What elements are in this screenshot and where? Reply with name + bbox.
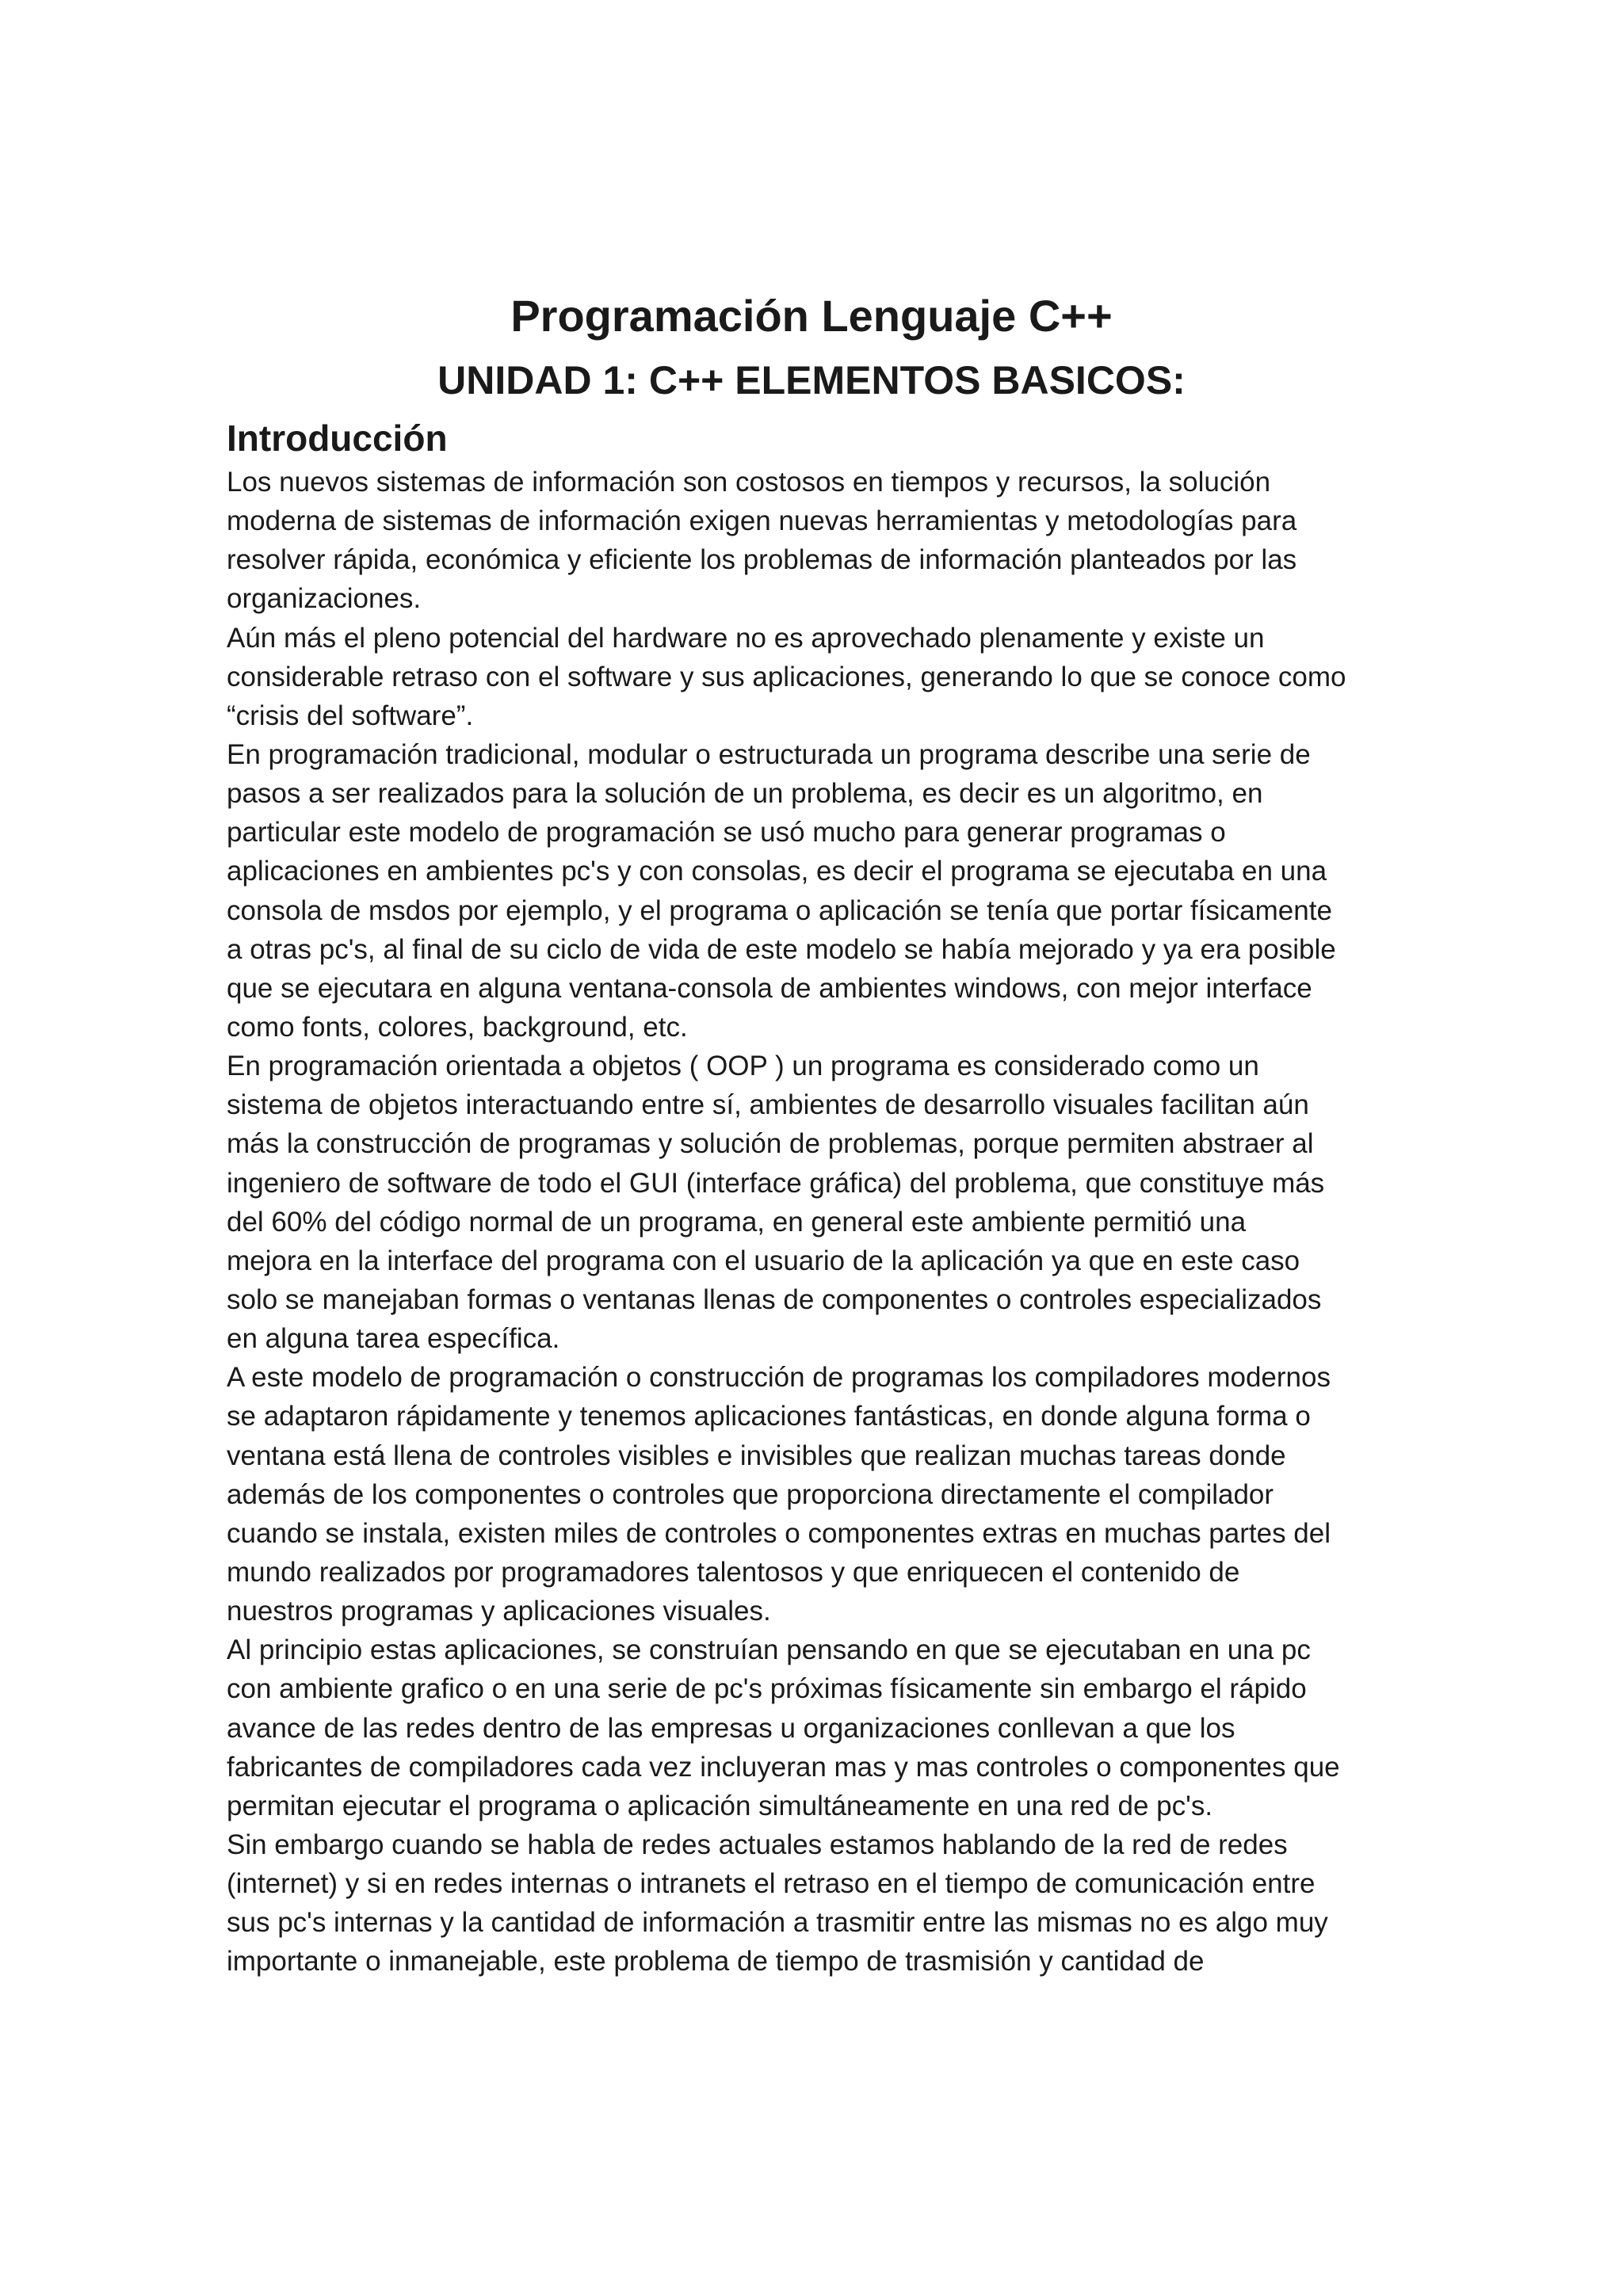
body-text <box>227 463 1415 1981</box>
body-line: aplicaciones en ambientes pc's y con consolas, es decir el programa se ejecutaba en una <box>227 856 1327 887</box>
body-line: en alguna tarea específica. <box>227 1323 560 1355</box>
body-line: del 60% del código normal de un programa, en general este ambiente permitió una <box>227 1206 1247 1238</box>
body-line: con ambiente grafico o en una serie de pc's próximas físicamente sin embargo el rápido <box>227 1673 1307 1705</box>
body-line: ventana está llena de controles visibles e invisibles que realizan muchas tareas donde <box>227 1440 1286 1471</box>
body-line: que se ejecutara en alguna ventana-consola de ambientes windows, con mejor interface <box>227 972 1312 1004</box>
document-title: Programación Lenguaje C++ <box>510 291 1113 341</box>
body-line: ingeniero de software de todo el GUI (interface gráfica) del problema, que constituye más <box>227 1167 1325 1199</box>
body-line: nuestros programas y aplicaciones visuales. <box>227 1596 771 1627</box>
body-line: particular este modelo de programación se usó mucho para generar programas o <box>227 817 1226 849</box>
section-heading-introduccion: Introducción <box>227 418 448 459</box>
body-line: Los nuevos sistemas de información son costosos en tiempos y recursos, la solución <box>227 467 1271 498</box>
body-line: avance de las redes dentro de las empresas u organizaciones conllevan a que los <box>227 1712 1235 1744</box>
body-line: mejora en la interface del programa con el usuario de la aplicación ya que en este caso <box>227 1245 1300 1276</box>
body-line: (internet) y si en redes internas o intranets el retraso en el tiempo de comunicación entre <box>227 1868 1316 1900</box>
body-line: “crisis del software”. <box>227 700 474 731</box>
body-line: consola de msdos por ejemplo, y el programa o aplicación se tenía que portar físicamente <box>227 894 1332 926</box>
unit-subtitle: UNIDAD 1: C++ ELEMENTOS BASICOS: <box>437 358 1186 402</box>
body-line: a otras pc's, al final de su ciclo de vida de este modelo se había mejorado y ya era posible <box>227 933 1336 965</box>
body-line: permitan ejecutar el programa o aplicación simultáneamente en una red de pc's. <box>227 1790 1213 1821</box>
body-line: fabricantes de compiladores cada vez incluyeran mas y mas controles o componentes que <box>227 1751 1340 1783</box>
body-line: En programación orientada a objetos ( OOP ) un programa es considerado como un <box>227 1051 1259 1082</box>
body-line: organizaciones. <box>227 583 422 615</box>
body-line: Al principio estas aplicaciones, se construían pensando en que se ejecutaban en una pc <box>227 1634 1311 1666</box>
body-line: mundo realizados por programadores talentosos y que enriquecen el contenido de <box>227 1556 1240 1588</box>
body-line: A este modelo de programación o construcción de programas los compiladores modernos <box>227 1362 1331 1394</box>
body-line: se adaptaron rápidamente y tenemos aplicaciones fantásticas, en donde alguna forma o <box>227 1401 1311 1432</box>
body-line: sus pc's internas y la cantidad de información a trasmitir entre las mismas no es algo muy <box>227 1907 1328 1939</box>
body-line: como fonts, colores, background, etc. <box>227 1011 688 1043</box>
body-line: resolver rápida, económica y eficiente los problemas de información planteados por las <box>227 544 1297 576</box>
body-line: sistema de objetos interactuando entre sí, ambientes de desarrollo visuales facilitan aún <box>227 1089 1309 1121</box>
body-line: considerable retraso con el software y sus aplicaciones, generando lo que se conoce como <box>227 661 1346 692</box>
body-line: solo se manejaban formas o ventanas llenas de componentes o controles especializados <box>227 1283 1322 1315</box>
body-line: más la construcción de programas y solución de problemas, porque permiten abstraer al <box>227 1128 1314 1160</box>
body-line: pasos a ser realizados para la solución de un problema, es decir es un algoritmo, en <box>227 778 1263 810</box>
body-line: cuando se instala, existen miles de controles o componentes extras en muchas partes del <box>227 1517 1331 1549</box>
body-line: importante o inmanejable, este problema de tiempo de trasmisión y cantidad de <box>227 1946 1205 1978</box>
body-line: En programación tradicional, modular o estructurada un programa describe una serie de <box>227 738 1311 770</box>
body-line: Aún más el pleno potencial del hardware no es aprovechado plenamente y existe un <box>227 622 1265 654</box>
body-line: además de los componentes o controles que proporciona directamente el compilador <box>227 1478 1274 1510</box>
body-line: moderna de sistemas de información exigen nuevas herramientas y metodologías para <box>227 505 1297 537</box>
body-line: Sin embargo cuando se habla de redes actuales estamos hablando de la red de redes <box>227 1829 1288 1860</box>
